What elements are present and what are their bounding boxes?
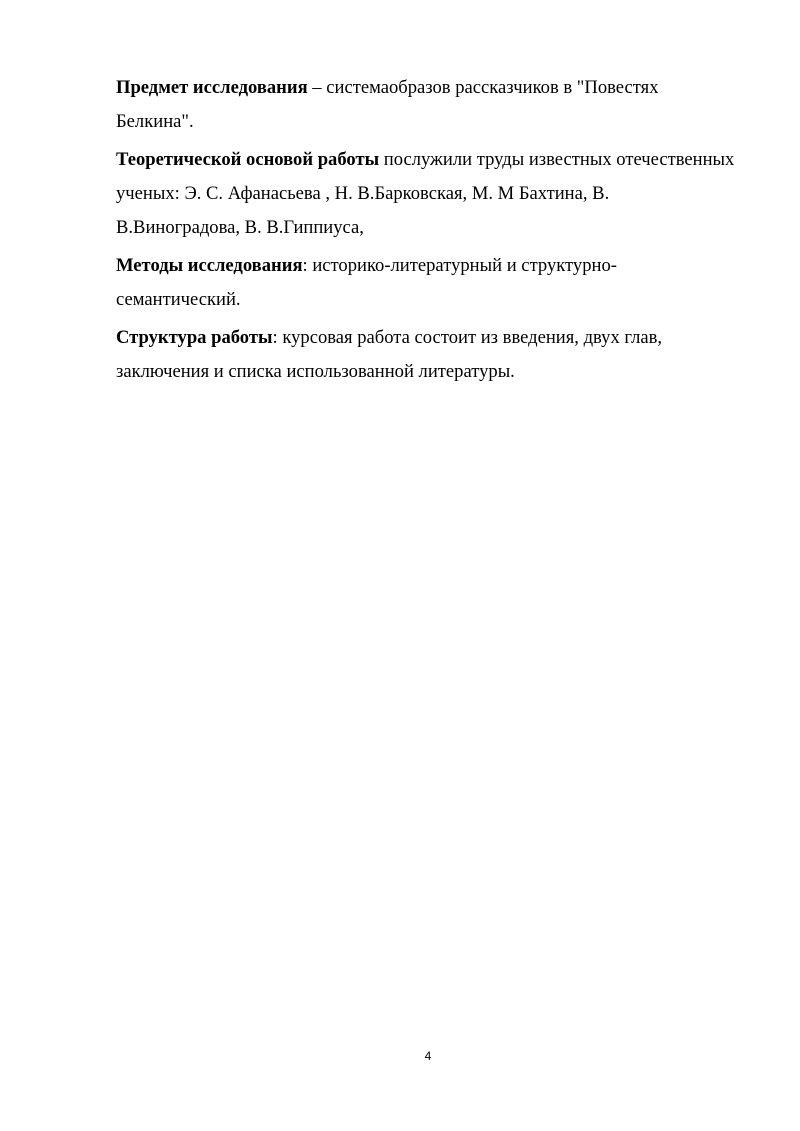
paragraph-line: заключения и списка использованной литературы.: [116, 361, 515, 382]
paragraph-research-subject: [116, 71, 756, 139]
paragraph-line: [116, 143, 756, 177]
paragraph-line: [116, 249, 756, 283]
paragraph-text: – системаобразов рассказчиков в "Повестях: [307, 77, 659, 98]
paragraph-heading: Структура работы: [116, 327, 273, 348]
paragraph-line: семантический.: [116, 289, 241, 310]
paragraph-text: : курсовая работа состоит из введения, двух глав,: [272, 327, 663, 348]
paragraph-heading: Методы исследования: [116, 255, 303, 276]
paragraph-research-methods: [116, 249, 756, 317]
paragraph-text: : историко-литературный и структурно-: [302, 255, 617, 276]
paragraph-line: [116, 71, 756, 105]
page-content: [116, 71, 756, 393]
paragraph-line: В.Виноградова, В. В.Гиппиуса,: [116, 217, 364, 238]
paragraph-line: ученых: Э. С. Афанасьева , Н. В.Барковская, М. М Бахтина, В.: [116, 183, 610, 204]
paragraph-text: послужили труды известных отечественных: [379, 149, 735, 170]
paragraph-heading: Предмет исследования: [116, 77, 308, 98]
paragraph-work-structure: [116, 321, 756, 389]
page-number: 4: [424, 1049, 432, 1063]
paragraph-heading: Теоретической основой работы: [116, 149, 380, 170]
paragraph-theoretical-basis: [116, 143, 756, 245]
paragraph-line: Белкина".: [116, 111, 194, 132]
paragraph-line: [116, 321, 756, 355]
